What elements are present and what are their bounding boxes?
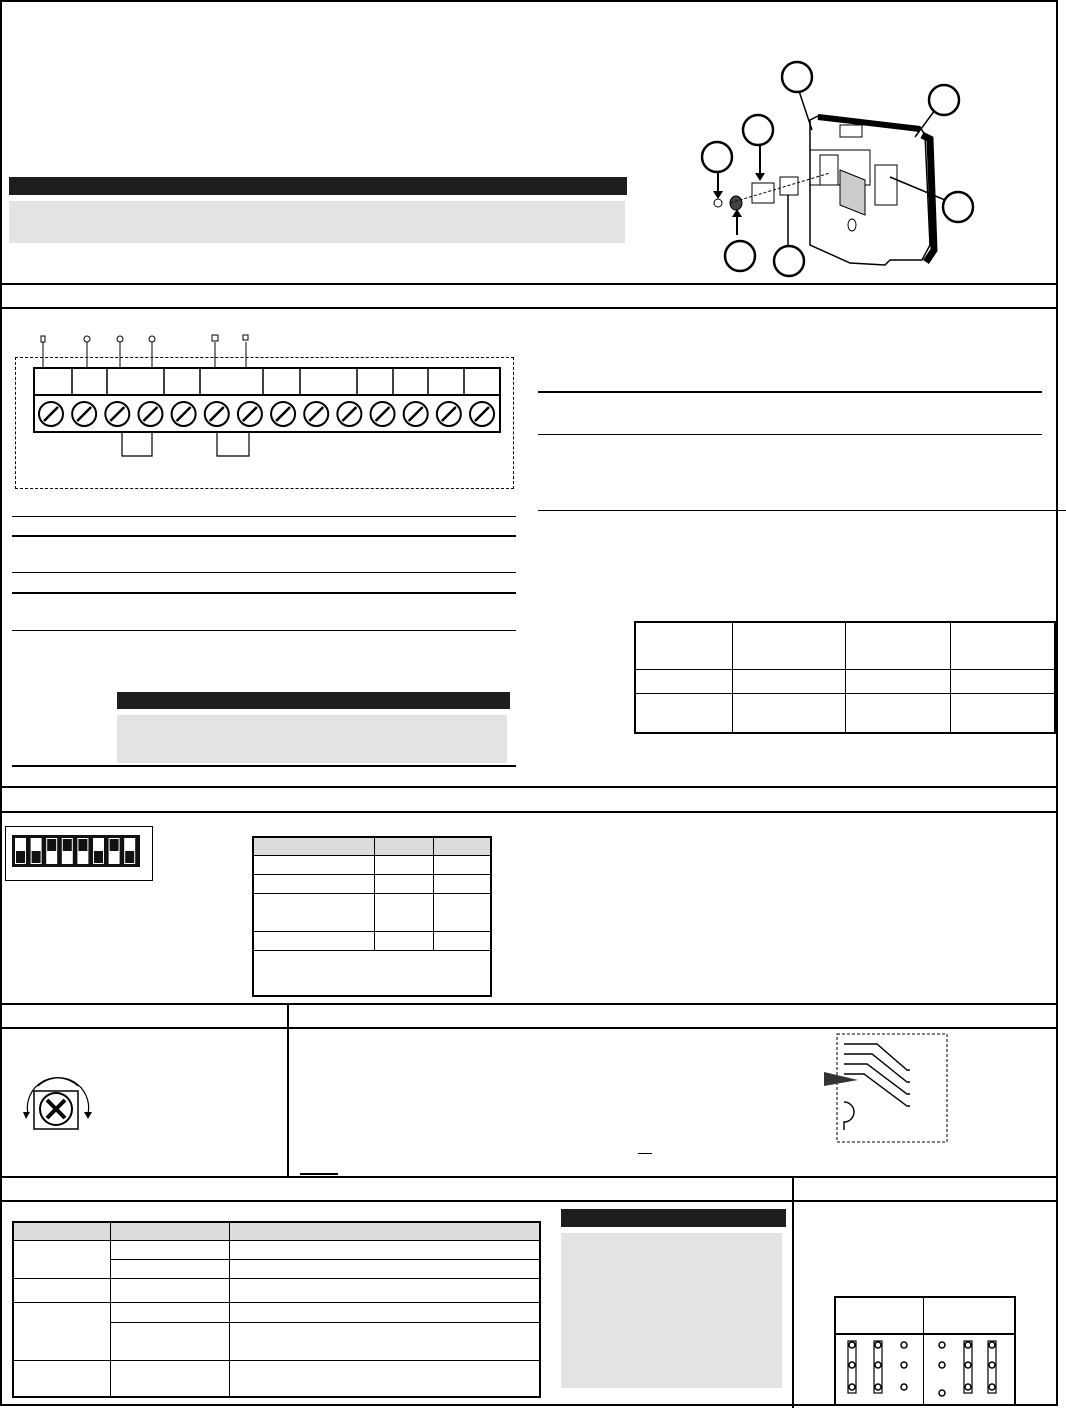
led-cell [13,1278,111,1302]
underline-mark [300,1173,338,1175]
led-header-cell [13,1222,111,1240]
spec-table [634,621,1056,734]
header-note-box [9,201,625,243]
warning-title-bar [561,1209,786,1227]
dip-header-cell [434,837,492,855]
dip-cell [434,874,492,893]
exploded-view-diagram [690,55,990,280]
rule-line [12,535,516,537]
section-divider [0,1003,1058,1005]
dip-cell [434,855,492,874]
dip-cell [253,931,375,950]
rule-line [12,630,516,631]
led-cell [13,1302,111,1360]
spec-cell [846,693,951,733]
dip-cell [434,893,492,931]
spec-header-cell [733,622,846,669]
dip-table [252,836,492,997]
dip-cell [253,874,375,893]
dip-switch-toggle [47,839,56,851]
led-cell [13,1240,111,1278]
rule-line [12,572,516,573]
dip-cell [253,893,375,931]
spec-header-cell [951,622,1056,669]
section-divider [0,1200,1058,1202]
rule-line [12,516,516,517]
led-cell [230,1240,541,1259]
led-cell [111,1240,230,1259]
header-title-text [9,179,15,193]
dip-cell [375,931,434,950]
caution-note-box [117,715,507,763]
led-cell [111,1302,230,1322]
rule-line [538,434,1042,435]
spec-cell [951,669,1056,693]
dip-cell [434,931,492,950]
potentiometer-icon [18,1076,98,1138]
dip-switch-toggle [110,839,119,851]
section-divider [0,786,1058,788]
rule-line [538,307,1042,309]
warning-box [561,1233,782,1388]
led-cell [230,1360,541,1397]
spec-header-cell [635,622,733,669]
led-cell [230,1322,541,1360]
caution-title-bar [117,692,510,709]
led-header-cell [111,1222,230,1240]
section-divider [0,1027,1058,1029]
spec-cell [733,693,846,733]
header-title-bar [9,177,627,195]
dip-switch-toggle [16,851,25,863]
dip-cell [253,855,375,874]
section-divider [0,1176,1058,1178]
dip-header-cell [253,837,375,855]
led-header-cell [230,1222,541,1240]
rule-line [538,391,1042,393]
led-cell [13,1360,111,1397]
spec-cell [635,669,733,693]
led-cell [111,1360,230,1397]
led-cell [230,1278,541,1302]
dip-switch [12,835,142,871]
dip-switch-toggle [63,839,72,851]
dip-switch-toggle [32,851,41,863]
dip-cell [375,855,434,874]
underline-mark [638,1153,652,1154]
spec-cell [951,693,1056,733]
spec-cell [635,693,733,733]
column-divider [792,1176,794,1408]
mounting-hole-pattern [836,1335,1016,1405]
dip-switch-toggle [125,851,134,863]
spec-cell [733,669,846,693]
rule-line [12,765,516,767]
spec-cell [846,669,951,693]
led-cell [230,1302,541,1322]
dip-table-note [253,950,491,996]
dip-cell [375,893,434,931]
rule-line [538,510,1066,511]
rule-line [12,592,516,594]
led-cell [230,1259,541,1278]
dip-header-cell [375,837,434,855]
section-divider [0,283,1058,285]
spec-header-cell [846,622,951,669]
dip-cell [375,874,434,893]
led-table [12,1221,541,1398]
dip-switch-toggle [94,851,103,863]
connector-diagram [822,1030,952,1145]
dip-switch-toggle [78,839,87,851]
terminal-block-diagram [30,330,505,470]
led-cell [111,1259,230,1278]
led-cell [111,1278,230,1302]
section-divider [0,811,1058,813]
led-cell [111,1322,230,1360]
